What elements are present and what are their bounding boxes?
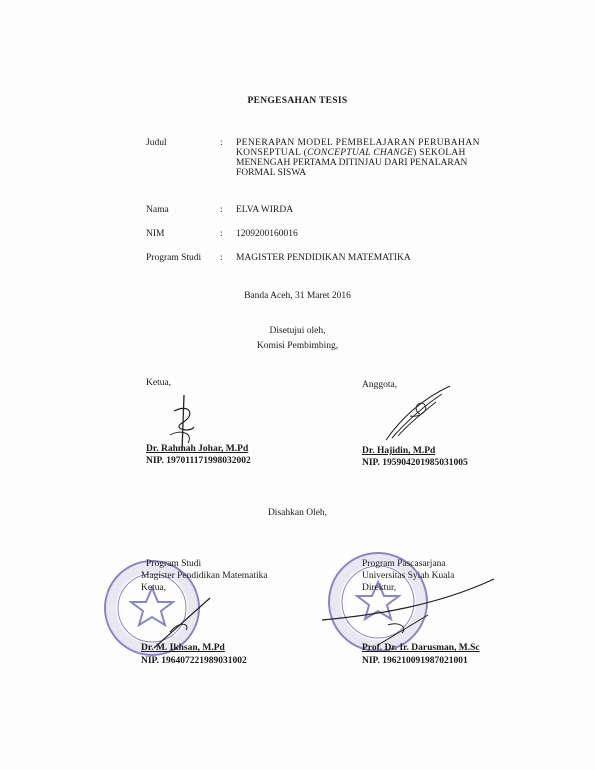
- committee: Komisi Pembimbing,: [256, 341, 339, 351]
- ratified-by: Disahkan Oleh,: [267, 508, 328, 518]
- anggota-signature: [380, 380, 460, 450]
- right-unit-1: Program Pascasarjana: [362, 559, 446, 569]
- judul-line-2: [236, 148, 498, 158]
- anggota-label: Anggota,: [362, 380, 398, 390]
- prodi-label: Program Studi: [146, 253, 202, 263]
- left-name: Dr. M. Ikhsan, M.Pd: [141, 643, 225, 653]
- judul-line-2b: CONCEPTUAL CHANGE: [307, 148, 414, 158]
- nama-value: ELVA WIRDA: [236, 205, 294, 215]
- nim-value: 1209200160016: [236, 229, 298, 239]
- left-nip: NIP. 196407221989031002: [141, 656, 247, 666]
- nama-colon: :: [220, 205, 223, 215]
- approved-by: Disetujui oleh,: [269, 326, 326, 336]
- left-unit-1: Program Studi: [146, 559, 202, 569]
- judul-value: [236, 138, 498, 178]
- prodi-colon: :: [220, 253, 223, 263]
- judul-line-4: FORMAL SISWA: [236, 168, 307, 178]
- judul-line-2a: KONSEPTUAL (: [236, 148, 308, 158]
- anggota-name: Dr. Hajidin, M.Pd: [362, 446, 436, 456]
- left-unit-3: Ketua,: [141, 583, 167, 593]
- ketua-label: Ketua,: [146, 378, 172, 388]
- judul-line-1: PENERAPAN MODEL PEMBELAJARAN PERUBAHAN: [236, 138, 480, 148]
- judul-line-2c: ) SEKOLAH: [413, 148, 466, 158]
- right-unit-2: Universitas Syiah Kuala: [362, 571, 455, 581]
- ketua-nip: NIP. 197011171998032002: [146, 456, 251, 466]
- right-nip: NIP. 196210091987021001: [362, 656, 468, 666]
- left-unit-2: Magister Pendidikan Matematika: [141, 571, 268, 581]
- right-name: Prof. Dr. Ir. Darusman, M.Sc: [362, 643, 480, 653]
- prodi-value: MAGISTER PENDIDIKAN MATEMATIKA: [236, 253, 411, 263]
- judul-label: Judul: [146, 138, 167, 148]
- right-unit-3: Direktur,: [362, 583, 397, 593]
- judul-colon: :: [220, 138, 223, 148]
- page-title: PENGESAHAN TESIS: [247, 96, 348, 106]
- place-date: Banda Aceh, 31 Maret 2016: [244, 291, 351, 301]
- anggota-nip: NIP. 195904201985031005: [362, 458, 468, 468]
- nim-colon: :: [220, 229, 223, 239]
- nama-label: Nama: [146, 205, 169, 215]
- left-signature: [150, 590, 230, 650]
- nim-label: NIM: [146, 229, 165, 239]
- right-signature: [318, 575, 498, 650]
- ketua-name: Dr. Rahmah Johar, M.Pd: [146, 444, 249, 454]
- judul-line-3: MENENGAH PERTAMA DITINJAU DARI PENALARAN: [236, 158, 468, 168]
